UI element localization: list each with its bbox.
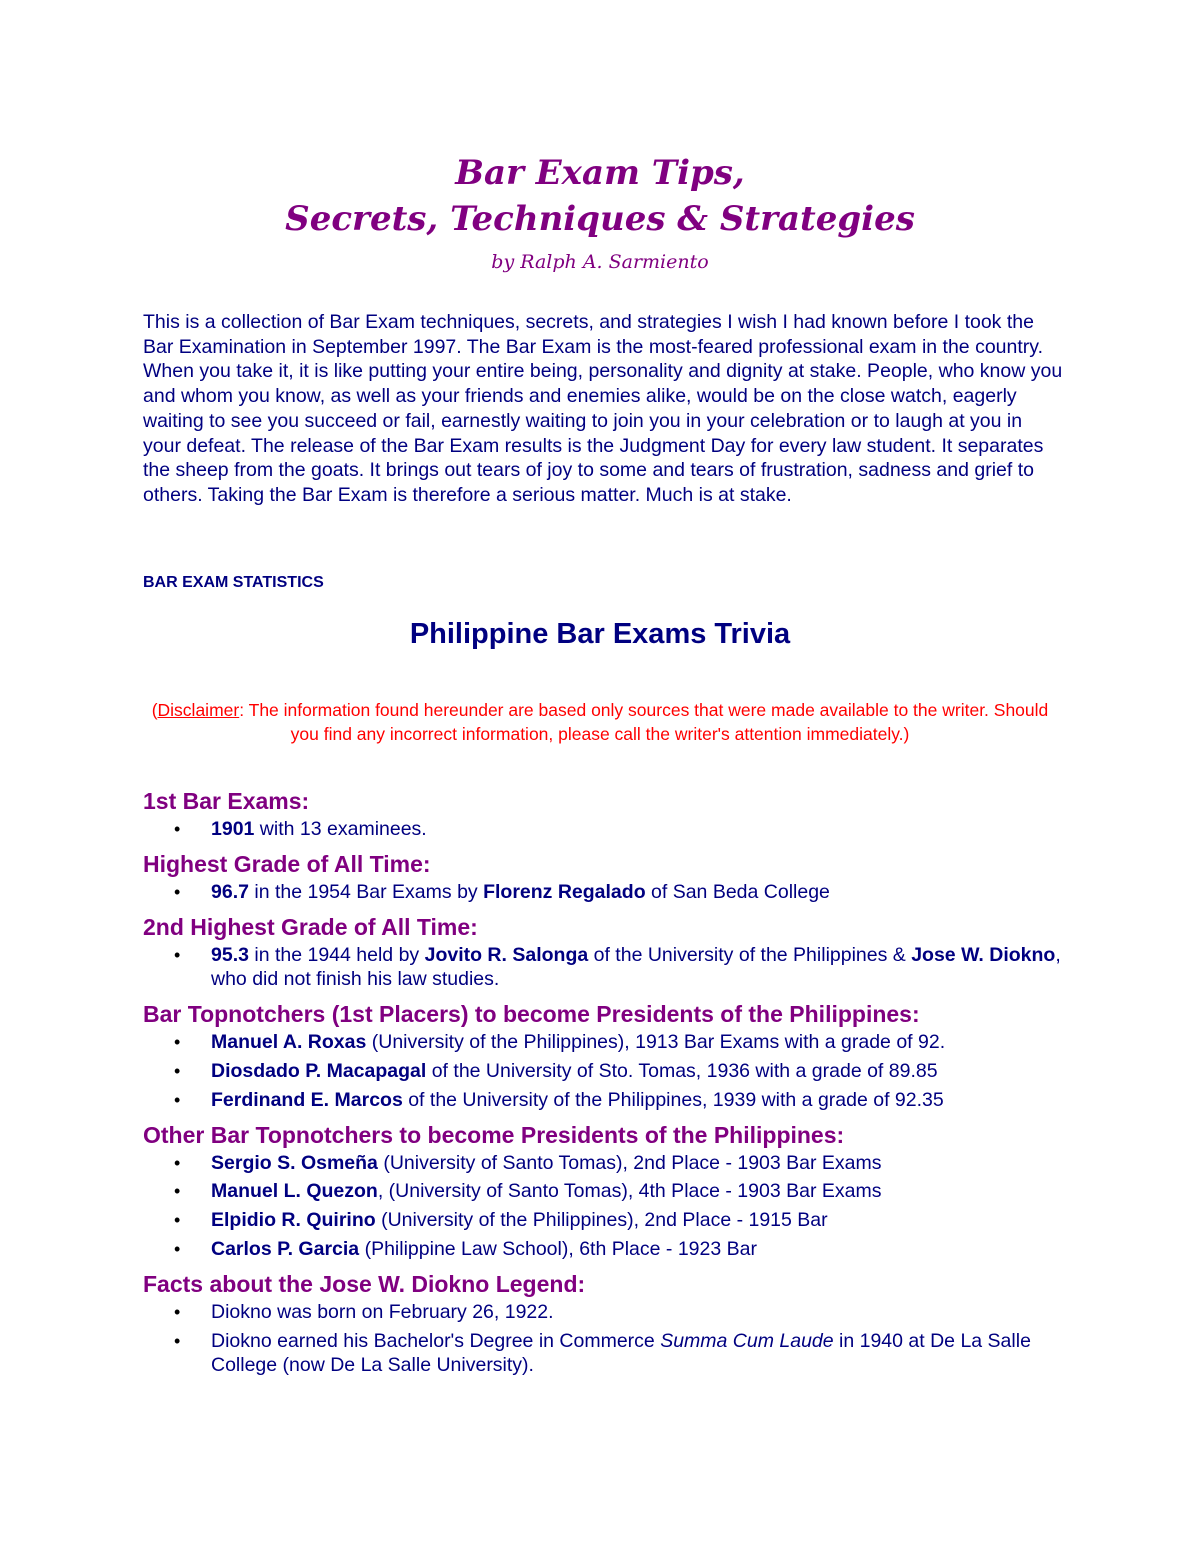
item-text: of San Beda College — [645, 880, 830, 903]
bullet-icon: • — [174, 1181, 181, 1202]
section-label: BAR EXAM STATISTICS — [143, 574, 324, 591]
title-line-1: Bar Exam Tips, — [455, 153, 745, 193]
item-text: (University of the Philippines), 2nd Place - 1915 Bar — [375, 1209, 828, 1232]
list-item — [143, 1030, 1063, 1055]
bold-text: Florenz Regalado — [483, 880, 646, 903]
bold-text: Manuel L. Quezon — [211, 1180, 378, 1203]
bold-text: Diosdado P. Macapagal — [211, 1059, 427, 1082]
item-text: in the 1954 Bar Exams by — [248, 880, 484, 903]
list-item — [143, 880, 1063, 905]
disclaimer-open: ( — [151, 700, 158, 720]
item-text: , who did not finish his law studies. — [211, 943, 1061, 991]
item-text: Diokno was born on February 26, 1922. — [211, 1300, 554, 1323]
item-text: (Philippine Law School), 6th Place - 1923 Bar — [359, 1237, 757, 1260]
bold-text: Manuel A. Roxas — [211, 1031, 367, 1054]
bullet-icon: • — [174, 1060, 181, 1081]
trivia-title: Philippine Bar Exams Trivia — [409, 618, 791, 650]
heading-second-highest: 2nd Highest Grade of All Time: — [143, 913, 478, 940]
bold-text: 95.3 — [211, 943, 249, 966]
list-presidents-other — [143, 1151, 1063, 1262]
list-item — [143, 1300, 1063, 1325]
list-item — [143, 1208, 1063, 1233]
title-line-2: Secrets, Techniques & Strategies — [285, 199, 915, 239]
intro-paragraph: This is a collection of Bar Exam techniques, secrets, and strategies I wish I had known before I took the Bar Examination in September 1997. The Bar Exam is the most-feared professional exam in the country. When you take it, it is like putting your entire being, personality and dignity at stake. People, who know you and whom you know, as well as your friends and enemies alike, would be on the close watch, eagerly waiting to see you succeed or fail, earnestly waiting to join you in your celebration or to laugh at you in your defeat. The release of the Bar Exam results is the Judgment Day for every law student. It separates the sheep from the goats. It brings out tears of joy to some and tears of frustration, sadness and grief to others. Taking the Bar Exam is therefore a serious matter. Much is at stake. — [143, 311, 1063, 506]
list-item — [143, 1179, 1063, 1204]
list-second-highest — [143, 943, 1063, 993]
bold-text: Carlos P. Garcia — [211, 1237, 360, 1260]
bullet-icon: • — [174, 1089, 181, 1110]
item-text: Diokno earned his Bachelor's Degree in Commerce — [211, 1329, 661, 1352]
bold-text: Sergio S. Osmeña — [211, 1151, 378, 1174]
list-presidents-first — [143, 1030, 1063, 1112]
list-diokno — [143, 1300, 1063, 1378]
title-block — [0, 150, 1200, 276]
item-text: in 1940 at De La Salle College (now De La Salle University). — [211, 1329, 1031, 1377]
bullet-icon: • — [174, 819, 181, 839]
item-text: in the 1944 held by — [248, 943, 425, 966]
list-item — [143, 1237, 1063, 1262]
heading-diokno: Facts about the Jose W. Diokno Legend: — [143, 1270, 586, 1297]
bold-text: Elpidio R. Quirino — [211, 1209, 376, 1232]
bullet-icon: • — [174, 1301, 181, 1322]
heading-presidents-first: Bar Topnotchers (1st Placers) to become Presidents of the Philippines: — [143, 1001, 920, 1028]
heading-presidents-other: Other Bar Topnotchers to become Presidents of the Philippines: — [143, 1121, 845, 1148]
bullet-icon: • — [174, 1238, 181, 1259]
disclaimer-label: Disclaimer — [157, 700, 240, 720]
bold-text: Ferdinand E. Marcos — [211, 1088, 403, 1111]
bullet-icon: • — [174, 1152, 181, 1173]
bold-text: Jovito R. Salonga — [424, 943, 589, 966]
disclaimer-text: : The information found hereunder are based only sources that were made available to the writer. Should you find any incorrect information, please call the writer's attention immediately.) — [239, 700, 1049, 744]
item-text: (University of the Philippines), 1913 Bar Exams with a grade of 92. — [366, 1031, 946, 1054]
bold-text: 96.7 — [211, 880, 249, 903]
bold-text: 1901 — [211, 818, 255, 840]
bold-text: Jose W. Diokno — [911, 943, 1056, 966]
item-text: of the University of Sto. Tomas, 1936 with a grade of 89.85 — [426, 1059, 938, 1082]
heading-first-exam: 1st Bar Exams: — [143, 788, 310, 814]
list-item — [143, 1329, 1063, 1379]
italic-text: Summa Cum Laude — [660, 1329, 834, 1352]
disclaimer — [143, 698, 1057, 746]
item-text: of the University of the Philippines & — [588, 943, 912, 966]
bullet-icon: • — [174, 1330, 181, 1351]
list-first-exam — [143, 817, 1063, 842]
facts-section — [143, 785, 1063, 1384]
bullet-icon: • — [174, 881, 181, 902]
item-text: (University of Santo Tomas), 2nd Place - 1903 Bar Exams — [377, 1151, 882, 1174]
item-text: , (University of Santo Tomas), 4th Place - 1903 Bar Exams — [377, 1180, 882, 1203]
bullet-icon: • — [174, 944, 181, 965]
list-highest-grade — [143, 880, 1063, 905]
list-item — [143, 943, 1063, 993]
bullet-icon: • — [174, 1210, 181, 1231]
list-item — [143, 1059, 1063, 1084]
heading-highest-grade: Highest Grade of All Time: — [143, 850, 431, 877]
item-text: with 13 examinees. — [254, 818, 427, 840]
list-item — [143, 1088, 1063, 1113]
byline: by Ralph A. Sarmiento — [491, 251, 709, 273]
bullet-icon: • — [174, 1032, 181, 1053]
item-text: of the University of the Philippines, 1939 with a grade of 92.35 — [402, 1088, 944, 1111]
list-item — [143, 817, 1063, 842]
list-item — [143, 1151, 1063, 1176]
